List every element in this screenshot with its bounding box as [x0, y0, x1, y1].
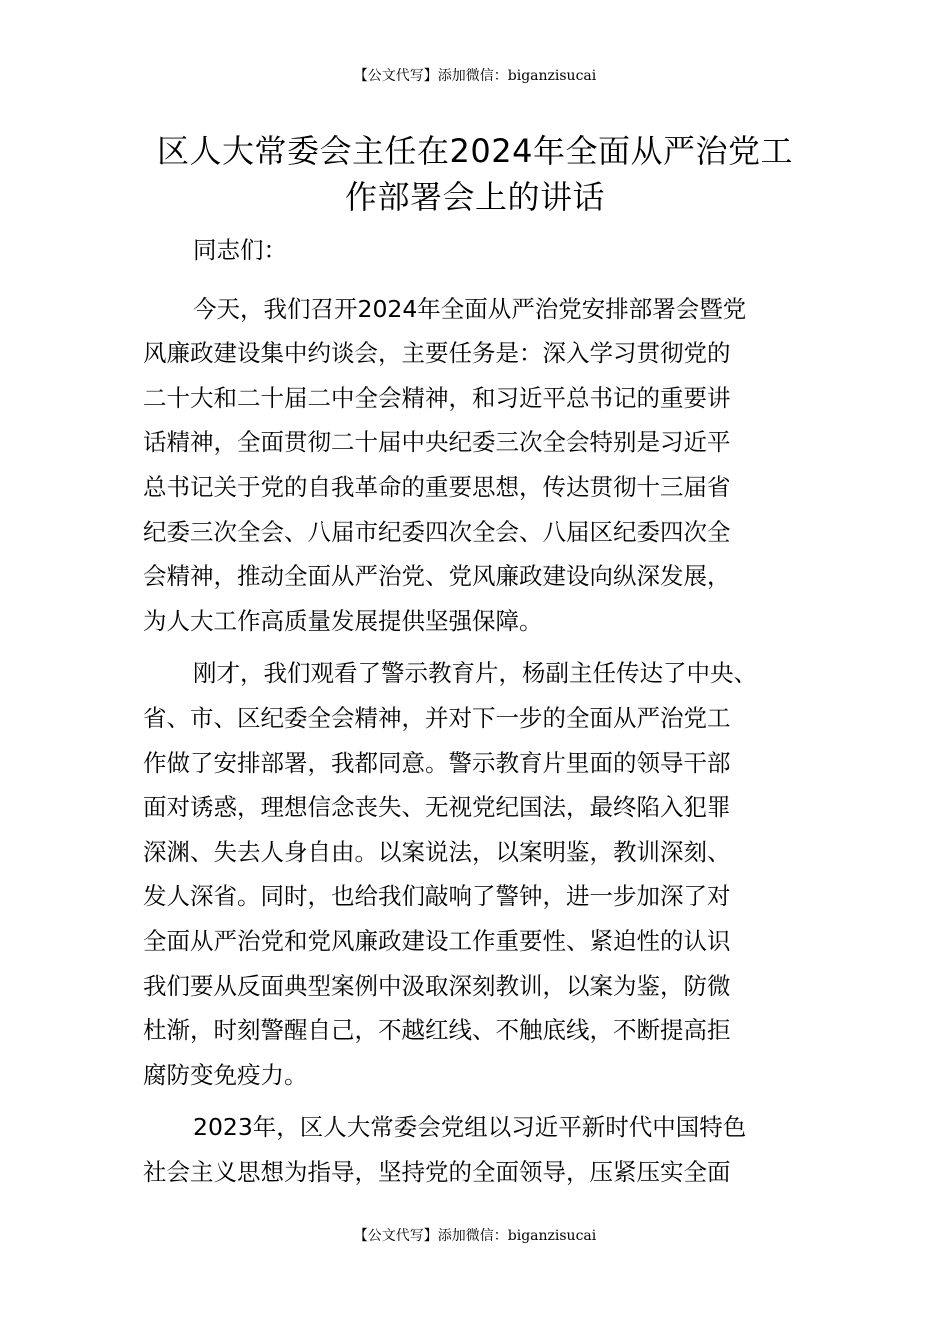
- document-title-text: 区人大常委会主任在2024年全面从严治党工 作部署会上的讲话: [157, 132, 793, 216]
- page-header-watermark: 【公文代写】添加微信：biganzisucai: [353, 68, 597, 84]
- paragraph-3: 2023年，区人大常委会党组以习近平新时代中国特色 社会主义思想为指导，坚持党的全面领导，压紧压实全面: [143, 1113, 747, 1186]
- page-footer-watermark: 【公文代写】添加微信：biganzisucai: [353, 1228, 597, 1244]
- document-body: [143, 228, 811, 1202]
- document-title: [140, 128, 810, 220]
- salutation: 同志们：: [193, 236, 287, 264]
- paragraph-1: 今天，我们召开2024年全面从严治党安排部署会暨党 风廉政建设集中约谈会，主要任务是：深入学习贯彻党的 二十大和二十届二中全会精神，和习近平总书记的重要讲 话精神，全面贯彻二十届中央纪委三次全会特别是习近平 总书记关于党的自我革命的重要思想，传达贯彻十三届省 纪委三次全会、八届市纪委四次全会、八届区纪委四次全 会精神，推动全面从严治党、党风廉政建设向纵深发展， 为人大工作高质量发展提供坚强保障。: [143, 294, 747, 635]
- paragraph-2: 刚才，我们观看了警示教育片，杨副主任传达了中央、 省、市、区纪委全会精神，并对下一步的全面从严治党工 作做了安排部署，我都同意。警示教育片里面的领导干部 面对诱惑，理想信念丧失、无视党纪国法，最终陷入犯罪 深渊、失去人身自由。以案说法，以案明鉴，教训深刻、 发人深省。同时，也给我们敲响了警钟，进一步加深了对 全面从严治党和党风廉政建设工作重要性、紧迫性的认识 我们要从反面典型案例中汲取深刻教训，以案为鉴，防微 杜渐，时刻警醒自己，不越红线、不触底线，不断提高拒 腐防变免疫力。: [143, 659, 757, 1089]
